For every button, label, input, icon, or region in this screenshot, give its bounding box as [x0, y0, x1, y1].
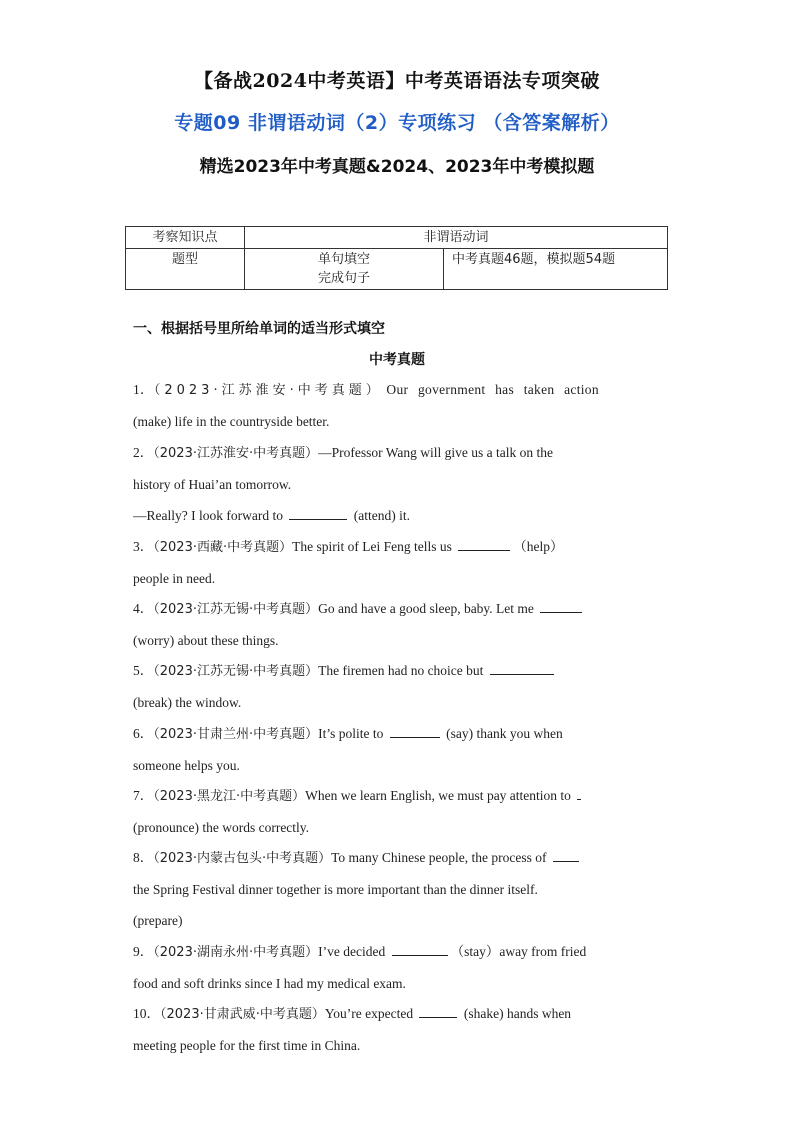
answer-blank[interactable]: [553, 845, 579, 862]
table-cell-types: [245, 249, 444, 290]
question-text: Our government has taken action: [386, 382, 599, 397]
document-subtitle: 专题09 非谓语动词（2）专项练习 （含答案解析）: [174, 112, 620, 134]
question-text: It’s polite to: [318, 726, 384, 741]
question-text: —Professor Wang will give us a talk on the: [318, 445, 553, 460]
question-source: （2023·江苏无锡·中考真题）: [153, 602, 319, 617]
question-text: (prepare): [133, 913, 183, 928]
question-item: [133, 437, 661, 531]
question-text: (pronounce) the words correctly.: [133, 820, 310, 835]
question-item: [133, 531, 661, 594]
question-text: —Really? I look forward to: [133, 508, 283, 523]
question-text: （help）: [513, 539, 564, 554]
question-item: [133, 842, 661, 936]
question-number: 6．: [133, 726, 154, 741]
question-source: （2023·内蒙古包头·中考真题）: [153, 851, 332, 866]
answer-blank[interactable]: [577, 783, 581, 800]
question-number: 9．: [133, 944, 154, 959]
question-item: [133, 718, 661, 781]
question-text: history of Huai’an tomorrow.: [133, 477, 292, 492]
question-text: The spirit of Lei Feng tells us: [292, 539, 452, 554]
question-number: 5．: [133, 663, 154, 678]
question-source: （2023·西藏·中考真题）: [153, 540, 293, 555]
question-text: (say) thank you when: [446, 726, 563, 741]
question-text: （stay）away from fried: [450, 944, 587, 959]
question-number: 7．: [133, 788, 154, 803]
question-text: I’ve decided: [318, 944, 386, 959]
answer-blank[interactable]: [289, 503, 347, 520]
question-text: people in need.: [133, 571, 216, 586]
question-text: Go and have a good sleep, baby. Let me: [318, 601, 534, 616]
question-text: (shake) hands when: [463, 1006, 572, 1021]
question-source: （2023·甘肃兰州·中考真题）: [153, 727, 319, 742]
answer-blank[interactable]: [419, 1001, 457, 1018]
question-item: [133, 936, 661, 999]
question-text: (attend) it.: [353, 508, 410, 523]
question-text: To many Chinese people, the process of: [331, 850, 547, 865]
question-type-b: 完成句子: [317, 271, 370, 286]
info-table: [125, 226, 668, 290]
question-text: You’re expected: [324, 1006, 414, 1021]
question-item: [133, 593, 661, 656]
question-source: （2023·甘肃武威·中考真题）: [160, 1007, 325, 1022]
question-text: (worry) about these things.: [133, 633, 279, 648]
table-row: [126, 249, 668, 290]
question-number: 8．: [133, 850, 154, 865]
question-item: [133, 998, 661, 1061]
question-source: （2023·江苏无锡·中考真题）: [153, 664, 319, 679]
question-source: （2023·江苏淮安·中考真题）: [153, 446, 319, 461]
question-type-a: 单句填空: [317, 252, 370, 267]
answer-blank[interactable]: [392, 939, 448, 956]
subsection-heading: 中考真题: [369, 352, 425, 368]
question-number: 10．: [133, 1006, 160, 1021]
answer-blank[interactable]: [490, 658, 554, 675]
question-number: 4．: [133, 601, 154, 616]
answer-blank[interactable]: [458, 534, 510, 551]
question-number: 1．: [133, 382, 154, 397]
document-tagline: 精选2023年中考真题&2024、2023年中考模拟题: [199, 157, 595, 177]
question-text: food and soft drinks since I had my medical exam.: [133, 976, 406, 991]
question-source: （2023·湖南永州·中考真题）: [153, 945, 319, 960]
question-text: When we learn English, we must pay attention to: [305, 788, 571, 803]
table-row: [126, 227, 668, 249]
table-cell-label: 题型: [126, 249, 245, 290]
document-title: 【备战2024中考英语】中考英语语法专项突破: [194, 70, 600, 92]
question-text: someone helps you.: [133, 758, 240, 773]
question-text: meeting people for the first time in China.: [133, 1038, 361, 1053]
question-source: （2023·黑龙江·中考真题）: [153, 789, 306, 804]
question-text: The firemen had no choice but: [318, 663, 484, 678]
question-item: [133, 780, 661, 843]
question-item: [133, 655, 661, 718]
question-number: 2．: [133, 445, 154, 460]
question-text: (break) the window.: [133, 695, 242, 710]
section-heading: 一、根据括号里所给单词的适当形式填空: [133, 321, 385, 337]
question-number: 3．: [133, 539, 154, 554]
question-text: the Spring Festival dinner together is more important than the dinner itself.: [133, 882, 538, 897]
table-cell-label: 考察知识点: [126, 227, 245, 249]
table-cell-value: 非谓语动词: [245, 227, 668, 249]
question-item: [133, 374, 661, 437]
table-cell-count: 中考真题46题，模拟题54题: [444, 249, 668, 290]
answer-blank[interactable]: [540, 596, 582, 613]
question-text: (make) life in the countryside better.: [133, 414, 330, 429]
question-source: （2023·江苏淮安·中考真题）: [153, 383, 383, 398]
answer-blank[interactable]: [390, 721, 440, 738]
